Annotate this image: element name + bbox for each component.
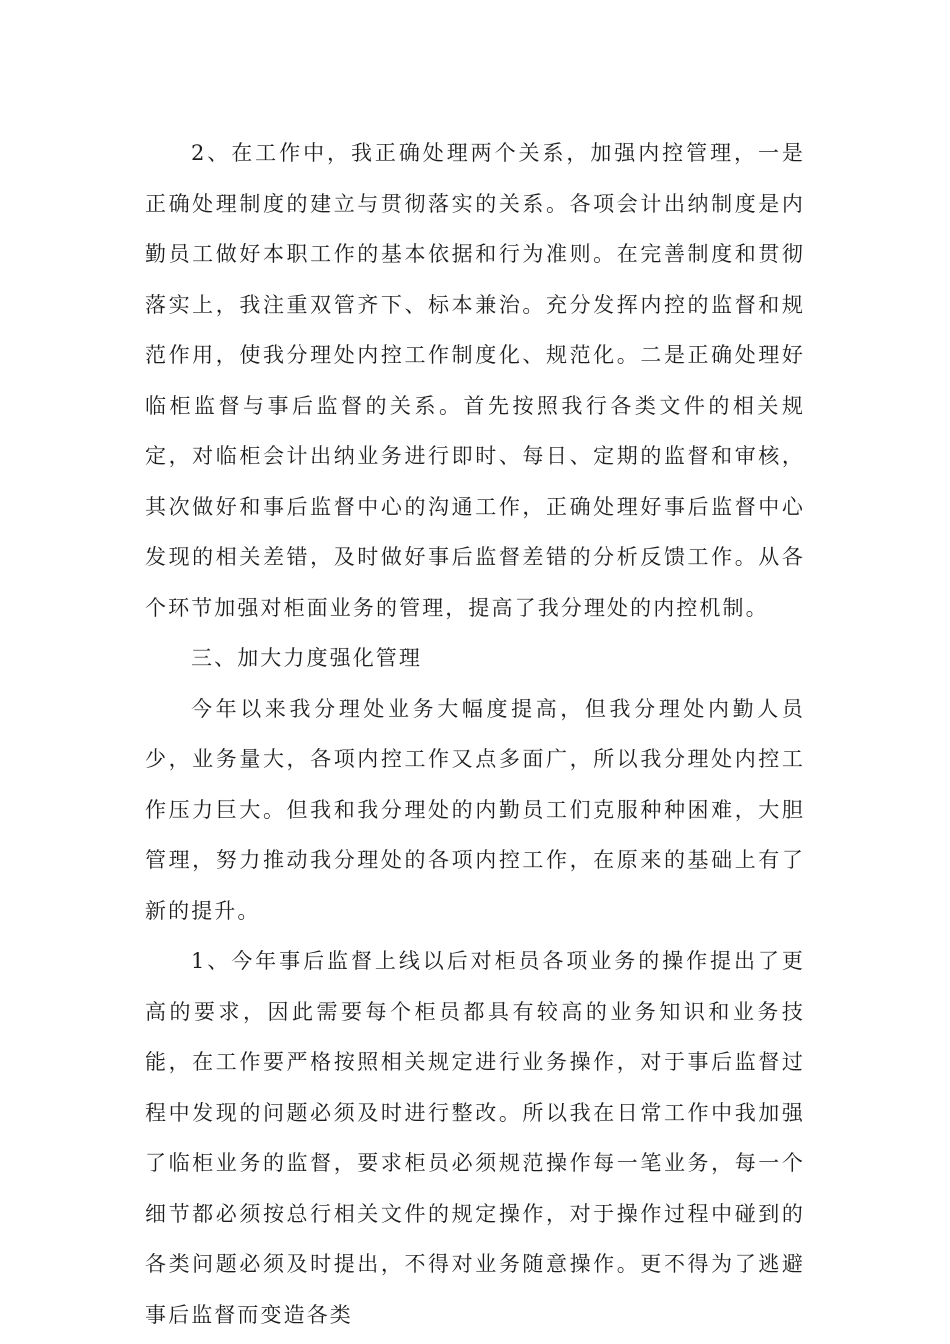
document-body [145,128,805,1340]
paragraph-internal-control-relations: 2、在工作中，我正确处理两个关系，加强内控管理，一是正确处理制度的建立与贯彻落实的关系。各项会计出纳制度是内勤员工做好本职工作的基本依据和行为准则。在完善制度和贯彻落实上，我注重双管齐下、标本兼治。充分发挥内控的监督和规范作用，使我分理处内控工作制度化、规范化。二是正确处理好临柜监督与事后监督的关系。首先按照我行各类文件的相关规定，对临柜会计出纳业务进行即时、每日、定期的监督和审核，其次做好和事后监督中心的沟通工作，正确处理好事后监督中心发现的相关差错，及时做好事后监督差错的分析反馈工作。从各个环节加强对柜面业务的管理，提高了我分理处的内控机制。 [145,141,805,620]
section-heading-strengthen-management: 三、加大力度强化管理 [191,646,422,670]
paragraph-post-supervision: 1、今年事后监督上线以后对柜员各项业务的操作提出了更高的要求，因此需要每个柜员都具有较高的业务知识和业务技能，在工作要严格按照相关规定进行业务操作，对于事后监督过程中发现的问题必须及时进行整改。所以我在日常工作中我加强了临柜业务的监督，要求柜员必须规范操作每一笔业务，每一个细节都必须按总行相关文件的规定操作，对于操作过程中碰到的各类问题必须及时提出，不得对业务随意操作。更不得为了逃避事后监督而变造各类 [145,949,805,1327]
paragraph-business-growth: 今年以来我分理处业务大幅度提高，但我分理处内勤人员少，业务量大，各项内控工作又点多面广，所以我分理处内控工作压力巨大。但我和我分理处的内勤员工们克服种种困难，大胆管理，努力推动我分理处的各项内控工作，在原来的基础上有了新的提升。 [145,696,805,923]
